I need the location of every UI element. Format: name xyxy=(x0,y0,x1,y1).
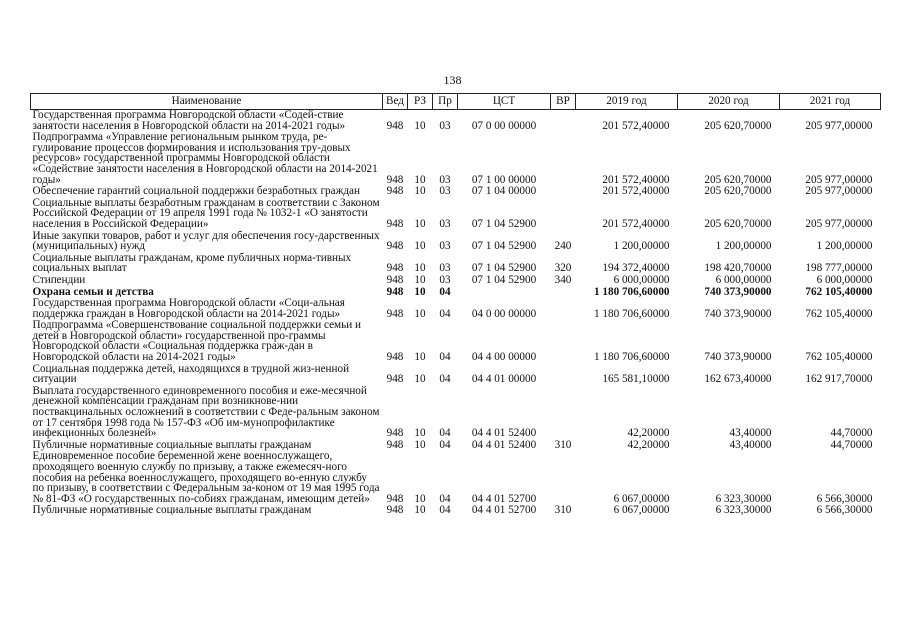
cell-vr: 320 xyxy=(554,262,572,275)
cell-name: Стипендии xyxy=(32,273,86,286)
cell-name: Единовременное пособие беременной жене военнослужащего, проходящего военную службу по призыву, а также ежемесяч-ного пособия на ребенка военнослужащего, проходящего во-енную службу по призыву, в соответствии с Федеральным за-коном от 19 мая 1995 года № 81-ФЗ «О государственных по-собиях гражданам, имеющим детей» xyxy=(32,450,380,505)
table-body xyxy=(31,110,881,517)
cell-pr: 04 xyxy=(439,307,451,320)
cell-2021: 205 977,00000 xyxy=(805,119,873,132)
cell-rz: 10 xyxy=(414,438,426,451)
cell-pr: 03 xyxy=(439,217,451,230)
cell-2020: 6 000,00000 xyxy=(715,273,772,286)
cell-2021: 44,70000 xyxy=(830,438,873,451)
table-header-row xyxy=(31,94,881,110)
cell-cst: 04 4 01 52400 xyxy=(471,438,537,451)
cell-pr: 04 xyxy=(439,427,451,440)
cell-vr: 310 xyxy=(554,504,572,517)
cell-vr: 340 xyxy=(554,273,572,286)
cell-cst: 04 4 00 00000 xyxy=(471,351,537,364)
cell-vr xyxy=(551,364,576,386)
cell-rz: 10 xyxy=(414,262,426,275)
table-row xyxy=(31,386,881,440)
cell-vr xyxy=(551,298,576,320)
cell-ved: 948 xyxy=(386,119,404,132)
table-row xyxy=(31,132,881,186)
cell-name: Государственная программа Новгородской области «Содей-ствие занятости населения в Новгородской области на 2014-2021 годы» xyxy=(32,109,346,132)
cell-2020: 205 620,70000 xyxy=(704,173,772,186)
cell-2019: 194 372,40000 xyxy=(602,262,670,275)
cell-2021: 1 200,00000 xyxy=(816,240,873,253)
cell-ved: 948 xyxy=(386,307,404,320)
cell-2019: 165 581,10000 xyxy=(602,373,670,386)
header-rz: РЗ xyxy=(408,94,433,110)
cell-rz: 10 xyxy=(414,273,426,286)
header-pr: Пр xyxy=(433,94,458,110)
budget-table xyxy=(30,93,881,517)
cell-2021: 205 977,00000 xyxy=(805,185,873,198)
cell-rz: 10 xyxy=(414,119,426,132)
table-row xyxy=(31,110,881,133)
header-2021: 2021 год xyxy=(780,94,881,110)
table-row xyxy=(31,275,881,287)
cell-2019: 201 572,40000 xyxy=(602,119,670,132)
cell-2021: 6 566,30000 xyxy=(816,504,873,517)
cell-name: Социальная поддержка детей, находящихся в трудной жиз-ненной ситуации xyxy=(32,362,350,386)
cell-vr: 310 xyxy=(554,438,572,451)
page-number: 138 xyxy=(443,73,462,87)
cell-cst: 07 1 04 52900 xyxy=(471,262,537,275)
cell-ved: 948 xyxy=(386,438,404,451)
cell-ved: 948 xyxy=(386,185,404,198)
cell-name: Выплата государственного единовременного пособия и еже-месячной денежной компенсации гражданам при возникнове-нии поствакцинальных осложнений в соответствии с Феде-ральным законом от 17 сентября 1998 года № 157-ФЗ «Об им-мунопрофилактике инфекционных болезней» xyxy=(32,384,380,440)
table-row xyxy=(31,253,881,275)
cell-cst: 04 4 01 52400 xyxy=(471,427,537,440)
cell-pr: 03 xyxy=(439,262,451,275)
cell-ved: 948 xyxy=(386,273,404,286)
cell-pr: 04 xyxy=(439,351,451,364)
cell-2020: 162 673,40000 xyxy=(704,373,772,386)
cell-pr: 03 xyxy=(439,173,451,186)
cell-2021: 44,70000 xyxy=(830,427,873,440)
cell-pr: 03 xyxy=(439,273,451,286)
cell-name: Социальные выплаты безработным гражданам в соответствии с Законом Российской Федерации от 19 апреля 1991 года № 1032-1 «О занятости населения в Российской Федерации» xyxy=(32,196,380,230)
cell-2021: 198 777,00000 xyxy=(805,262,873,275)
cell-2020: 205 620,70000 xyxy=(704,217,772,230)
cell-vr xyxy=(551,186,576,198)
cell-2019: 201 572,40000 xyxy=(602,217,670,230)
cell-pr: 04 xyxy=(439,285,451,298)
cell-2019: 6 067,00000 xyxy=(613,504,670,517)
cell-2019: 1 180 706,60000 xyxy=(593,307,670,320)
cell-2021: 762 105,40000 xyxy=(805,351,873,364)
cell-2019: 201 572,40000 xyxy=(602,173,670,186)
table-row xyxy=(31,298,881,320)
cell-vr xyxy=(551,198,576,231)
cell-cst: 04 0 00 00000 xyxy=(471,307,537,320)
table-row xyxy=(31,364,881,386)
cell-rz: 10 xyxy=(414,504,426,517)
header-2020: 2020 год xyxy=(678,94,780,110)
cell-vr: 240 xyxy=(554,240,572,253)
cell-cst: 07 1 04 52900 xyxy=(471,217,537,230)
cell-rz: 10 xyxy=(414,217,426,230)
header-cst: ЦСТ xyxy=(458,94,551,110)
cell-2020: 740 373,90000 xyxy=(704,307,772,320)
cell-name: Иные закупки товаров, работ и услуг для обеспечения госу-дарственных (муниципальных) нужд xyxy=(32,229,380,253)
cell-rz: 10 xyxy=(414,427,426,440)
cell-rz: 10 xyxy=(414,285,426,298)
cell-cst: 04 4 01 52700 xyxy=(471,504,537,517)
table-row xyxy=(31,231,881,253)
cell-pr: 03 xyxy=(439,240,451,253)
cell-2020: 6 323,30000 xyxy=(715,504,772,517)
cell-pr: 04 xyxy=(439,373,451,386)
cell-name: Подпрограмма «Совершенствование социальной поддержки семьи и детей в Новгородской области» государственной про-граммы Новгородской области «Социальная поддержка граж-дан в Новгородской области на 2014-2021 годы» xyxy=(32,319,362,364)
cell-2021: 162 917,70000 xyxy=(805,373,873,386)
cell-rz: 10 xyxy=(414,373,426,386)
cell-2020: 198 420,70000 xyxy=(704,262,772,275)
cell-2021: 762 105,40000 xyxy=(805,307,873,320)
cell-2019: 1 180 706,60000 xyxy=(593,285,670,298)
cell-pr: 04 xyxy=(439,438,451,451)
cell-2020: 205 620,70000 xyxy=(704,119,772,132)
cell-2019: 42,20000 xyxy=(627,427,670,440)
cell-ved: 948 xyxy=(386,492,404,505)
cell-2019: 6 067,00000 xyxy=(613,492,670,505)
cell-ved: 948 xyxy=(386,504,404,517)
cell-2019: 42,20000 xyxy=(627,438,670,451)
cell-2020: 43,40000 xyxy=(729,427,772,440)
cell-name: Государственная программа Новгородской области «Соци-альная поддержка граждан в Новгородской области на 2014-2021 годы» xyxy=(32,297,345,320)
cell-ved: 948 xyxy=(386,373,404,386)
cell-2021: 6 000,00000 xyxy=(816,273,873,286)
cell-name: Обеспечение гарантий социальной поддержки безработных граждан xyxy=(32,185,360,198)
header-vr: ВР xyxy=(551,94,576,110)
cell-2020: 205 620,70000 xyxy=(704,185,772,198)
cell-pr: 04 xyxy=(439,504,451,517)
cell-name: Публичные нормативные социальные выплаты гражданам xyxy=(32,438,312,451)
table-row xyxy=(31,451,881,505)
cell-cst: 07 1 04 00000 xyxy=(471,185,537,198)
cell-cst: 07 1 04 52900 xyxy=(471,240,537,253)
cell-pr: 03 xyxy=(439,119,451,132)
cell-ved: 948 xyxy=(386,240,404,253)
cell-2021: 762 105,40000 xyxy=(805,285,873,298)
cell-cst: 07 1 04 52900 xyxy=(471,273,537,286)
cell-2019: 1 200,00000 xyxy=(613,240,670,253)
cell-2019: 6 000,00000 xyxy=(613,273,670,286)
cell-name: Подпрограмма «Управление региональным рынком труда, ре-гулирование процессов формирования и использования тру-довых ресурсов» государственной программы Новгородской области «Содействие занятости населения в Новгородской области на 2014-2021 годы» xyxy=(32,131,378,186)
cell-name: Социальные выплаты гражданам, кроме публичных норма-тивных социальных выплат xyxy=(32,251,352,275)
table-row xyxy=(31,186,881,198)
header-ved: Вед xyxy=(383,94,408,110)
cell-2020: 740 373,90000 xyxy=(704,351,772,364)
cell-cst: 07 1 00 00000 xyxy=(471,173,537,186)
cell-rz: 10 xyxy=(414,185,426,198)
table-row xyxy=(31,198,881,231)
cell-cst: 07 0 00 00000 xyxy=(471,119,537,132)
cell-vr xyxy=(551,132,576,186)
cell-ved: 948 xyxy=(386,285,404,298)
cell-cst xyxy=(458,287,551,299)
cell-2019: 201 572,40000 xyxy=(602,185,670,198)
cell-rz: 10 xyxy=(414,307,426,320)
cell-name: Охрана семьи и детства xyxy=(32,285,154,298)
cell-2020: 43,40000 xyxy=(729,438,772,451)
table-row xyxy=(31,320,881,363)
cell-2019: 1 180 706,60000 xyxy=(593,351,670,364)
cell-rz: 10 xyxy=(414,240,426,253)
cell-cst: 04 4 01 52700 xyxy=(471,492,537,505)
cell-2020: 6 323,30000 xyxy=(715,492,772,505)
cell-ved: 948 xyxy=(386,262,404,275)
cell-2021: 6 566,30000 xyxy=(816,492,873,505)
cell-vr xyxy=(551,451,576,505)
header-name: Наименование xyxy=(31,94,383,110)
cell-cst: 04 4 01 00000 xyxy=(471,373,537,386)
cell-vr xyxy=(551,320,576,363)
cell-ved: 948 xyxy=(386,427,404,440)
cell-2021: 205 977,00000 xyxy=(805,173,873,186)
cell-pr: 03 xyxy=(439,185,451,198)
cell-ved: 948 xyxy=(386,173,404,186)
table-row xyxy=(31,505,881,517)
cell-pr: 04 xyxy=(439,492,451,505)
cell-vr xyxy=(551,386,576,440)
header-2019: 2019 год xyxy=(576,94,678,110)
cell-vr xyxy=(551,110,576,133)
cell-2021: 205 977,00000 xyxy=(805,217,873,230)
cell-ved: 948 xyxy=(386,351,404,364)
cell-2020: 1 200,00000 xyxy=(715,240,772,253)
cell-name: Публичные нормативные социальные выплаты гражданам xyxy=(32,504,312,517)
cell-2020: 740 373,90000 xyxy=(704,285,772,298)
cell-rz: 10 xyxy=(414,173,426,186)
cell-ved: 948 xyxy=(386,217,404,230)
cell-vr xyxy=(551,287,576,299)
cell-rz: 10 xyxy=(414,351,426,364)
cell-rz: 10 xyxy=(414,492,426,505)
